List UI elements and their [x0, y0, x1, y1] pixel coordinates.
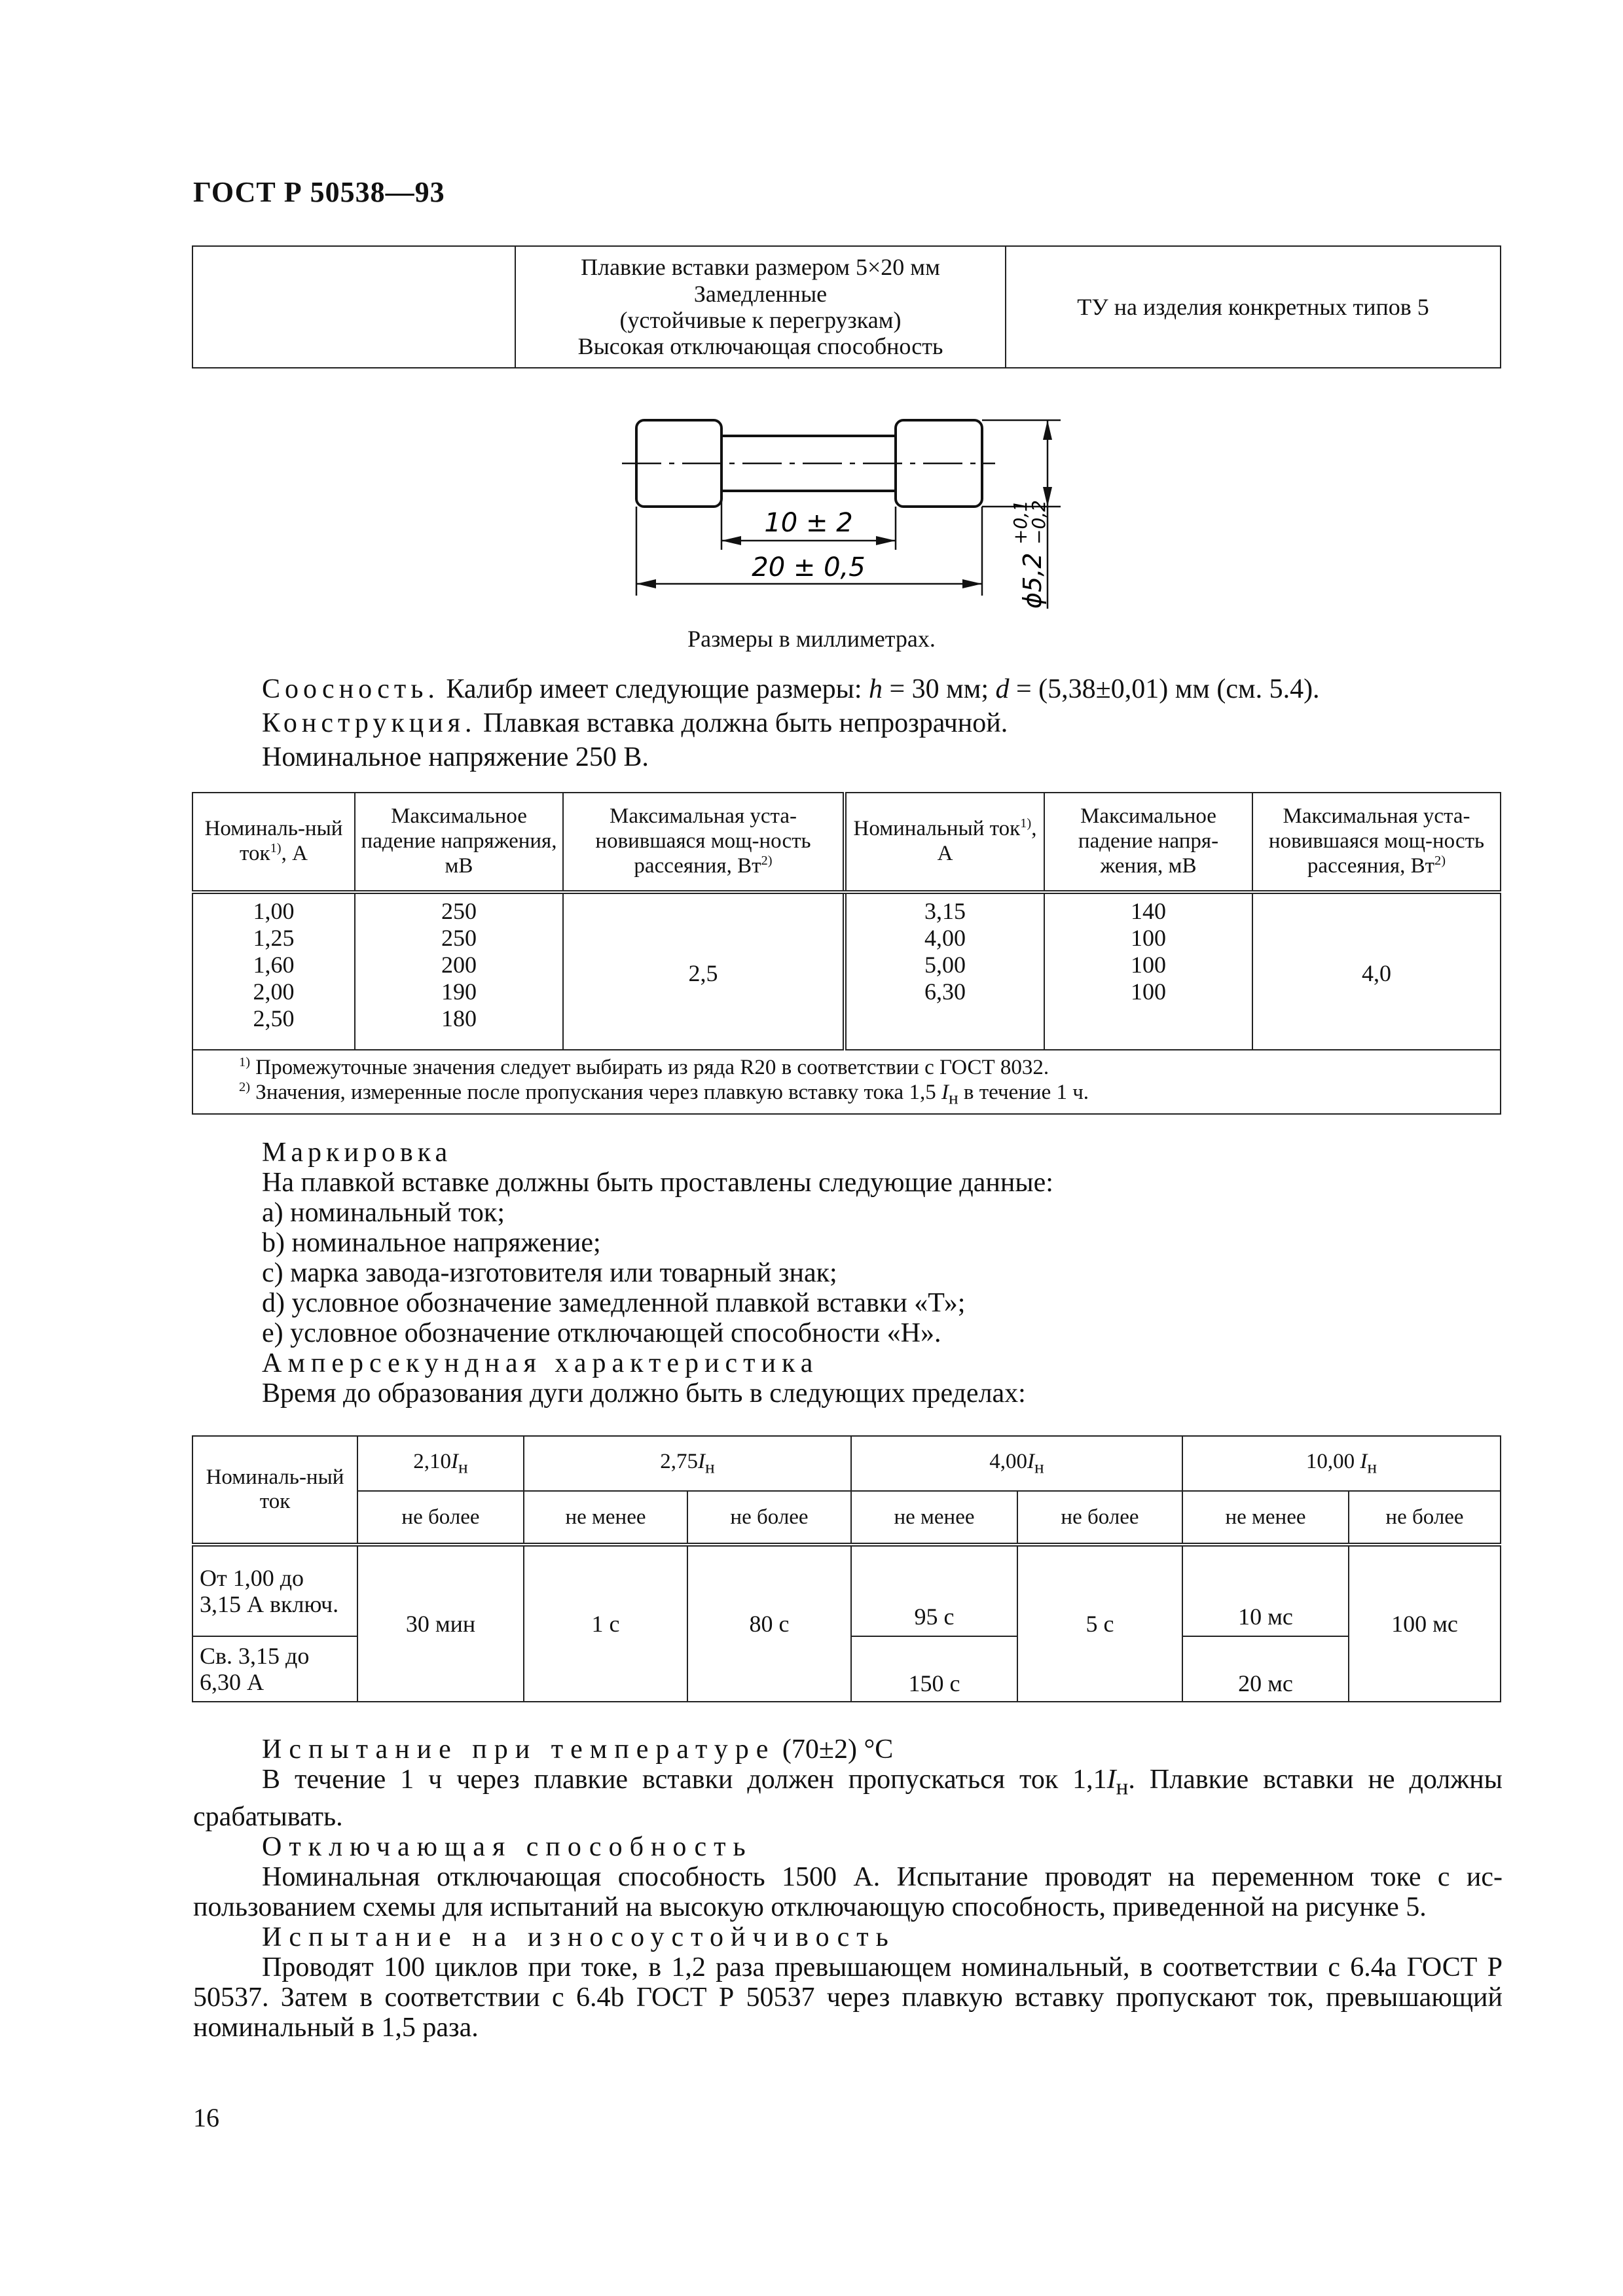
arc-subheader: не более [1017, 1491, 1182, 1545]
rating-header-current: Номиналь-ный ток$^{1)}$, А [192, 793, 355, 892]
top-table-line: Плавкие вставки размером 5×20 мм [581, 254, 940, 281]
arc-subheader: не менее [851, 1491, 1017, 1545]
dim-tolerance-minus: −0,2 [1028, 500, 1049, 545]
arc-header-corner: Номиналь-ный ток [192, 1436, 357, 1545]
dim-inner-label: 10 ± 2 [764, 508, 853, 538]
marking-item: e) условное обозначение отключающей способности «Н». [262, 1318, 941, 1348]
construction-paragraph: Конструкция. Плавкая вставка должна быть непрозрачной. [262, 708, 1008, 738]
rating-table-footnotes [192, 1050, 1501, 1114]
construction-label: Конструкция. [262, 708, 477, 738]
marking-title: Маркировка [262, 1138, 452, 1168]
rating-header-power: Максимальная уста-новившаяся мощ-ность рассеяния, $Вт^{2)}$ [563, 793, 845, 892]
rating-col-current: 1,00 1,25 1,60 2,00 2,50 [192, 892, 355, 1050]
top-table-empty-cell [192, 246, 515, 368]
rating-col-voltage-drop: 250 250 200 190 180 [355, 892, 563, 1050]
rating-col-voltage-drop-2: 140 100 100 100 [1044, 892, 1252, 1050]
wear-text: Проводят 100 циклов при токе, в 1,2 раза превышающем номинальный, в соответствии с 6.4а ГОСТ Р 50537. Затем в соответствии с 6.4b ГОСТ Р 50537 через плавкую вставку пропускают ток, превышающий номинальный в 1,5 раза. [193, 1952, 1503, 2043]
arc-cell-4-00-min-row1: 95 с [851, 1545, 1017, 1636]
temp-test-title: Испытание при температуре [262, 1734, 776, 1765]
arc-cell-10-00-max: 100 мс [1349, 1545, 1501, 1702]
page-number: 16 [193, 2103, 219, 2132]
arc-cell-10-00-min-row2: 20 мс [1182, 1636, 1349, 1702]
marking-item: d) условное обозначение замедленной плавкой вставки «Т»; [262, 1288, 966, 1318]
rating-header-power-2: Максимальная уста-новившаяся мощ-ность рассеяния, $Вт^{2)}$ [1252, 793, 1501, 892]
top-table [192, 245, 1501, 368]
arc-cell-2-75-min: 1 с [524, 1545, 687, 1702]
arc-row-label-2: Св. 3,15 до 6,30 А [192, 1636, 357, 1702]
dim-diameter-label: ϕ5,2 [1018, 552, 1047, 609]
marking-item: a) номинальный ток; [262, 1198, 505, 1228]
breaking-title: Отключающая способность [262, 1832, 753, 1863]
rating-col-power-2: 4,0 [1252, 892, 1501, 1050]
rating-header-current-2: Номинальный ток$^{1)}$, А [845, 793, 1044, 892]
arc-row-label-1: От 1,00 до 3,15 А включ. [192, 1545, 357, 1636]
rating-col-current-2: 3,15 4,00 5,00 6,30 [845, 892, 1044, 1050]
wear-title: Испытание на износоустойчивость [262, 1922, 896, 1953]
rating-header-voltage-drop: Максимальное падение напряжения, мВ [355, 793, 563, 892]
ampere-title: Амперсекундная характеристика [262, 1348, 819, 1378]
arc-cell-4-00-min-row2: 150 с [851, 1636, 1017, 1702]
arc-subheader: не более [1349, 1491, 1501, 1545]
drawing-caption: Размеры в миллиметрах. [687, 626, 936, 652]
arc-subheader: не более [687, 1491, 851, 1545]
rating-header-voltage-drop-2: Максимальное падение напря-жения, мВ [1044, 793, 1252, 892]
dim-tolerance-plus: +0,1 [1010, 500, 1031, 545]
document-header: ГОСТ Р 50538—93 [193, 176, 445, 208]
rated-voltage-paragraph: Номинальное напряжение 250 В. [262, 742, 649, 772]
footnote-1: $^{1)}$ Промежуточные значения следует выбирать из ряда R20 в соответствии с ГОСТ 8032. [239, 1054, 1049, 1079]
marking-item: c) марка завода-изготовителя или товарный знак; [262, 1258, 837, 1288]
arc-cell-4-00-max: 5 с [1017, 1545, 1182, 1702]
top-table-line: (устойчивые к перегрузкам) [619, 307, 902, 333]
rating-table [192, 792, 1501, 1115]
arc-header-4-00: $4,00I_н$ [851, 1436, 1182, 1491]
dim-outer-label: 20 ± 0,5 [752, 552, 866, 583]
footnote-2: $^{2)}$ Значения, измеренные после пропускания через плавкую вставку тока 1,5 $I_н$ в течение 1 ч. [239, 1079, 1089, 1108]
alignment-paragraph: Соосность. Калибр имеет следующие размеры: h = 30 мм; d = (5,38±0,01) мм (см. 5.4). [262, 674, 1320, 704]
arc-subheader: не более [357, 1491, 524, 1545]
marking-section [262, 1138, 1053, 1408]
marking-item: b) номинальное напряжение; [262, 1228, 601, 1258]
arc-header-2-10: $2,10I_н$ [357, 1436, 524, 1491]
arc-subheader: не менее [524, 1491, 687, 1545]
arc-cell-10-00-min-row1: 10 мс [1182, 1545, 1349, 1636]
breaking-text: Номинальная отключающая способность 1500 А. Испытание проводят на переменном токе с ис-пользованием схемы для испытаний на высокую отключающую способность, приведенной на рисунке 5. [193, 1862, 1503, 1923]
alignment-label: Соосность. [262, 674, 439, 704]
rating-col-power: 2,5 [563, 892, 845, 1050]
top-table-description-cell [515, 246, 1006, 368]
arc-cell-2-75-max: 80 с [687, 1545, 851, 1702]
arc-header-10-00: 10,00 $I_н$ [1182, 1436, 1501, 1491]
arc-subheader: не менее [1182, 1491, 1349, 1545]
arc-time-table [192, 1435, 1501, 1702]
arc-cell-2-10-max: 30 мин [357, 1545, 524, 1702]
marking-intro: На плавкой вставке должны быть проставлены следующие данные: [262, 1168, 1053, 1198]
top-table-spec-cell: ТУ на изделия конкретных типов 5 [1006, 246, 1501, 368]
top-table-line: Высокая отключающая способность [577, 333, 943, 360]
tests-section [193, 1734, 1503, 2043]
temp-test-text: В течение 1 ч через плавкие вставки должен пропускаться ток $1,1I_н$. Плавкие вставки не должны срабатывать. [193, 1765, 1503, 1833]
fuse-drawing [589, 386, 1113, 615]
ampere-intro: Время до образования дуги должно быть в следующих пределах: [262, 1378, 1026, 1408]
arc-header-2-75: $2,75I_н$ [524, 1436, 851, 1491]
temp-test-title-line: Испытание при температуре (70±2) °С [262, 1734, 894, 1765]
top-table-line: Замедленные [693, 280, 828, 307]
